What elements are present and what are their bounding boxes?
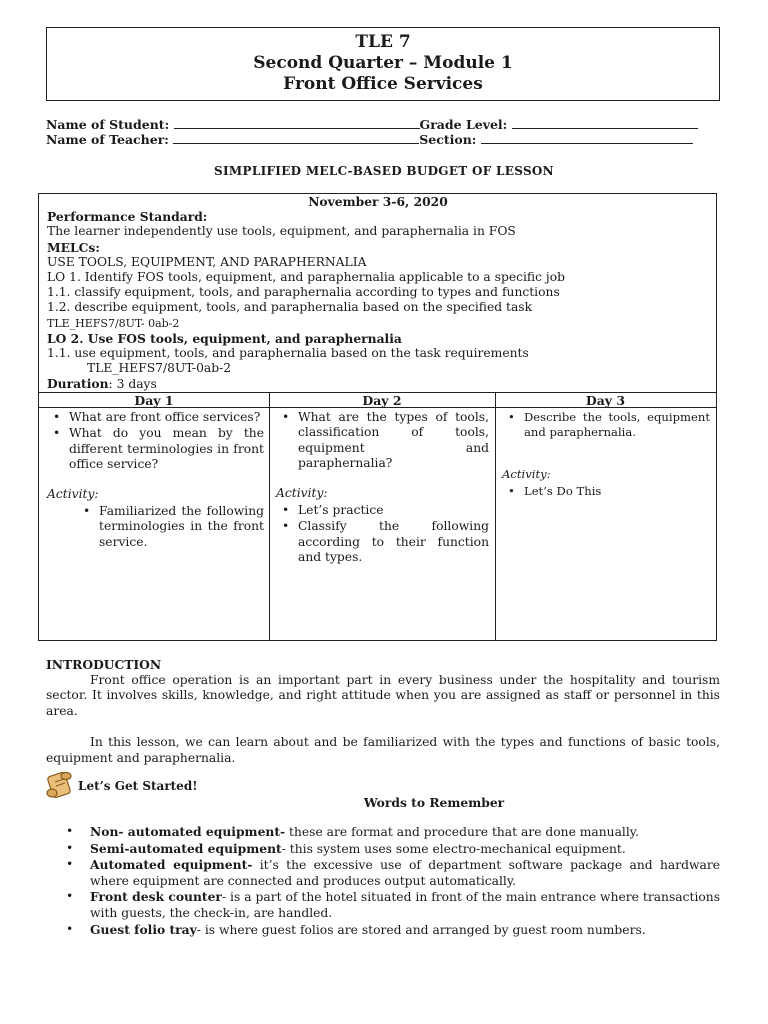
teacher-label: Name of Teacher: xyxy=(46,132,169,147)
definition-text: - is a part of the hotel situated in front of the main entrance where transactions with guests, the check-in, are handled. xyxy=(90,890,721,920)
section-blank[interactable] xyxy=(481,132,693,144)
competency-code-1: TLE_HEFS7/8UT- 0ab-2 xyxy=(47,316,180,330)
day-1-question: • What are front office services? xyxy=(47,410,264,425)
definition-item xyxy=(62,841,720,858)
introduction-paragraph-2: In this lesson, we can learn about and be familiarized with the types and functions of basic tools, equipment and paraphernalia. xyxy=(46,735,720,765)
day-3-activity-label: Activity: xyxy=(502,466,551,481)
duration-line xyxy=(47,376,709,392)
day-1-content xyxy=(47,410,264,551)
lo2-text: LO 2. Use FOS tools, equipment, and paraphernalia xyxy=(47,330,402,346)
day-2-content xyxy=(276,410,489,567)
duration-value: : 3 days xyxy=(108,377,157,392)
budget-of-lesson-table xyxy=(38,193,717,641)
day-1-question: • What do you mean by the different terminologies in front office service? xyxy=(47,426,264,472)
teacher-section-row xyxy=(46,132,693,147)
day-1-activity-item: • Familiarized the following terminologies in the front service. xyxy=(77,504,264,550)
day-2-question: • What are the types of tools, classification of tools, equipment and paraphernalia? xyxy=(276,410,489,472)
section-label: Section: xyxy=(419,132,477,147)
quarter-module-title: Second Quarter – Module 1 xyxy=(253,53,513,73)
day-3-activity-item: • Let’s Do This xyxy=(502,484,710,499)
column-divider xyxy=(495,392,496,640)
definition-item xyxy=(62,922,720,939)
introduction-heading: INTRODUCTION xyxy=(46,657,162,672)
lo1-1-text: 1.1. classify equipment, tools, and paraphernalia according to types and functions xyxy=(47,285,560,300)
budget-header xyxy=(47,194,709,393)
student-grade-row xyxy=(46,117,698,132)
lets-get-started-label: Let’s Get Started! xyxy=(78,779,198,793)
student-name-blank[interactable] xyxy=(174,117,420,129)
budget-date: November 3-6, 2020 xyxy=(308,194,448,209)
definition-term: Front desk counter xyxy=(90,889,222,905)
lo1-text: LO 1. Identify FOS tools, equipment, and paraphernalia applicable to a specific job xyxy=(47,270,566,285)
melcs-title: USE TOOLS, EQUIPMENT, AND PARAPHERNALIA xyxy=(47,254,367,269)
definition-term: Guest folio tray xyxy=(90,921,197,937)
definition-text: it’s the excessive use of department software package and hardware where equipment are connected and produces output automatically. xyxy=(90,858,720,888)
subject-title: TLE 7 xyxy=(355,32,411,52)
competency-code-2: TLE_HEFS7/8UT-0ab-2 xyxy=(87,361,232,376)
day-1-header: Day 1 xyxy=(39,392,269,408)
grade-label: Grade Level: xyxy=(419,117,508,132)
day-1-activity-label: Activity: xyxy=(47,486,99,501)
day-2-activity-label: Activity: xyxy=(276,485,328,500)
definition-text: these are format and procedure that are done manually. xyxy=(285,825,640,839)
day-3-header: Day 3 xyxy=(495,392,716,408)
day-columns xyxy=(39,392,716,640)
words-to-remember-title: Words to Remember xyxy=(363,795,505,810)
melcs-label: MELCs: xyxy=(47,239,100,255)
column-divider xyxy=(269,392,270,640)
introduction-paragraph-1: Front office operation is an important part in every business under the hospitality and tourism sector. It involves skills, knowledge, and right attitude when you are assigned as staff or personnel in this area. xyxy=(46,672,720,718)
performance-standard-label: Performance Standard: xyxy=(47,209,208,225)
definition-item xyxy=(62,824,720,841)
definition-text: - is where guest folios are stored and arranged by guest room numbers. xyxy=(196,922,646,937)
duration-label: Duration xyxy=(47,376,109,392)
module-title-box xyxy=(46,27,720,101)
definition-item xyxy=(62,889,720,921)
student-label: Name of Student: xyxy=(46,117,170,132)
definition-text: - this system uses some electro-mechanical equipment. xyxy=(281,841,626,856)
lo1-2-text: 1.2. describe equipment, tools, and paraphernalia based on the specified task xyxy=(47,300,533,315)
definition-item xyxy=(62,857,720,889)
day-2-activity-item: • Classify the following according to their function and types. xyxy=(276,519,489,565)
topic-title: Front Office Services xyxy=(283,74,483,94)
day-2-activity-item: • Let’s practice xyxy=(276,503,489,518)
day-3-content xyxy=(502,410,710,501)
performance-standard-text: The learner independently use tools, equipment, and paraphernalia in FOS xyxy=(47,224,516,239)
lo2-1-text: 1.1. use equipment, tools, and paraphernalia based on the task requirements xyxy=(47,346,529,361)
definition-term: Non- automated equipment- xyxy=(90,824,286,839)
definition-term: Semi-automated equipment xyxy=(90,840,282,856)
definition-term: Automated equipment- xyxy=(90,857,253,873)
day-2-header: Day 2 xyxy=(269,392,495,408)
definitions-list xyxy=(62,824,720,938)
grade-level-blank[interactable] xyxy=(512,117,698,129)
teacher-name-blank[interactable] xyxy=(173,132,419,144)
introduction-section xyxy=(46,657,720,766)
budget-title: SIMPLIFIED MELC-BASED BUDGET OF LESSON xyxy=(214,164,554,178)
day-3-question: • Describe the tools, equipment and paraphernalia. xyxy=(502,410,710,441)
